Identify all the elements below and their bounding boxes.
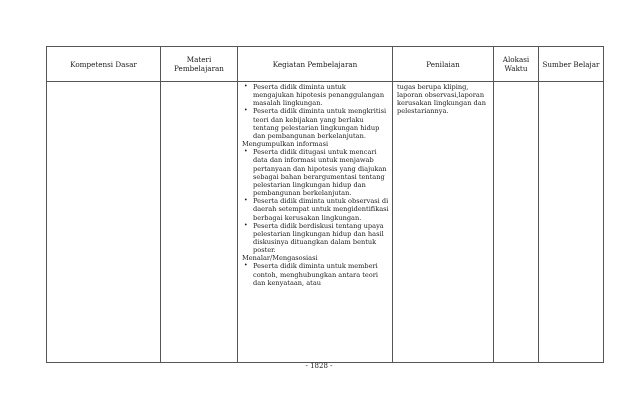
list-item: • Peserta didik berdiskusi tentang upaya pelestarian lingkungan hidup dan hasil diskusinya dituangkan dalam bentuk poster. [244, 221, 384, 255]
header-kompetensi-dasar: Kompetensi Dasar [47, 47, 161, 82]
section-title-mengumpulkan-informasi: Mengumpulkan informasi [242, 140, 329, 149]
bullet-icon: • [244, 107, 248, 115]
table-row [47, 82, 604, 363]
bullet-icon: • [244, 83, 248, 90]
kegiatan-list-1 [242, 83, 389, 140]
page-number: - 1828 - [305, 362, 333, 370]
cell-materi-pembelajaran [161, 82, 238, 363]
bullet-icon: • [244, 148, 248, 156]
list-item: • Peserta didik diminta untuk mengajukan hipotesis penanggulangan masalah lingkungan. [244, 83, 385, 108]
header-sumber-belajar: Sumber Belajar [539, 47, 604, 82]
kegiatan-list-2 [242, 148, 389, 254]
list-item: • Peserta didik diminta untuk observasi di daerah setempat untuk mengidentifikasi berbagai kerusakan lingkungan. [244, 197, 389, 222]
kegiatan-list-3 [242, 262, 389, 286]
header-alokasi-waktu: Alokasi Waktu [494, 47, 539, 82]
cell-sumber-belajar [539, 82, 604, 363]
header-kegiatan-pembelajaran: Kegiatan Pembelajaran [238, 47, 393, 82]
section-title-menalar: Menalar/Mengasosiasi [242, 254, 318, 263]
list-item: • Peserta didik diminta untuk mengkritisi teori dan kebijakan yang berlaku tentang pelestarian lingkungan hidup dan pembangunan berkelanjutan. [244, 107, 387, 140]
penilaian-text: tugas berupa kliping, laporan observasi,laporan kerusakan lingkungan dan pelestariannya. [397, 83, 486, 116]
cell-penilaian [393, 82, 494, 363]
cell-kegiatan-pembelajaran [238, 82, 393, 363]
bullet-icon: • [244, 262, 248, 270]
bullet-icon: • [244, 197, 248, 205]
list-item: • Peserta didik diminta untuk memberi contoh, menghubungkan antara teori dan kenyataan, atau [244, 262, 379, 287]
header-materi-pembelajaran: Materi Pembelajaran [161, 47, 238, 82]
cell-kompetensi-dasar [47, 82, 161, 363]
header-penilaian: Penilaian [393, 47, 494, 82]
list-item: • Peserta didik ditugasi untuk mencari data dan informasi untuk menjawab pertanyaan dan hipotesis yang diajukan sebagai bahan berargumentasi tentang pelestarian lingkungan hidup dan pembangunan berkelanjutan. [244, 148, 387, 198]
lesson-plan-table [46, 46, 604, 363]
bullet-icon: • [244, 221, 248, 229]
table-header-row [47, 47, 604, 82]
cell-alokasi-waktu [494, 82, 539, 363]
